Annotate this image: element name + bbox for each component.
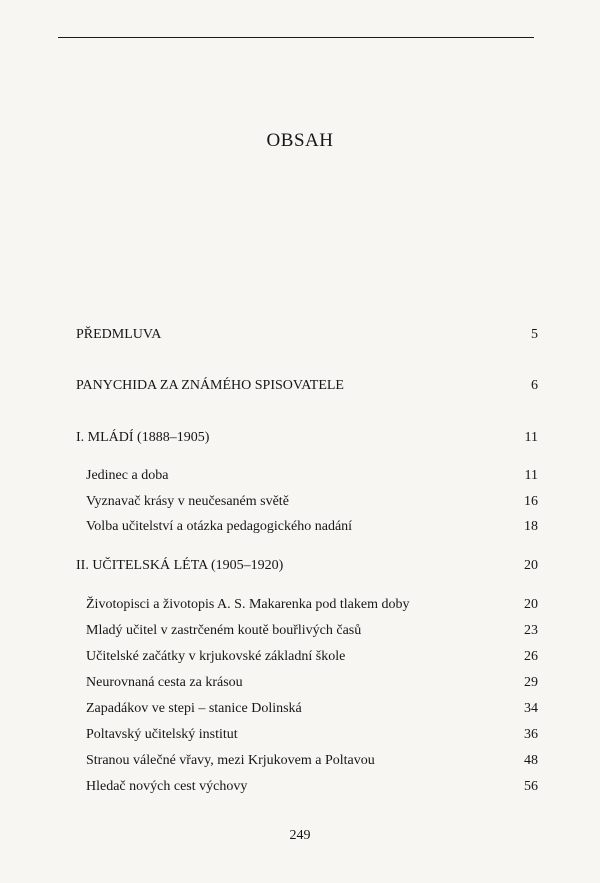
toc-subentry-label: Stranou válečné vřavy, mezi Krjukovem a Poltavou — [86, 753, 375, 768]
toc-section-page: 20 — [524, 558, 538, 573]
toc-entry-label: PANYCHIDA ZA ZNÁMÉHO SPISOVATELE — [76, 378, 344, 393]
toc-subentry-label: Zapadákov ve stepi – stanice Dolinská — [86, 701, 302, 716]
toc-subentry-label: Životopisci a životopis A. S. Makarenka pod tlakem doby — [86, 597, 410, 612]
toc-subentry-page: 29 — [524, 675, 538, 690]
toc-subentry-label: Mladý učitel v zastrčeném koutě bouřlivých časů — [86, 623, 362, 638]
toc-subentry-label: Učitelské začátky v krjukovské základní škole — [86, 649, 346, 664]
toc-subentry-page: 20 — [524, 597, 538, 612]
toc-subentry-page: 34 — [524, 701, 538, 716]
toc-subentry-label: Volba učitelství a otázka pedagogického nadání — [86, 519, 353, 534]
toc-section-label: I. MLÁDÍ (1888–1905) — [76, 430, 210, 445]
toc-subentry-page: 26 — [524, 649, 538, 664]
toc-subentry-page: 48 — [524, 753, 538, 768]
toc-subentry-label: Hledač nových cest výchovy — [86, 779, 248, 794]
toc-subentry-label: Poltavský učitelský institut — [86, 727, 238, 742]
toc-section-label: II. UČITELSKÁ LÉTA (1905–1920) — [76, 558, 284, 573]
toc-subentry-page: 36 — [524, 727, 538, 742]
toc-entry-page: 5 — [531, 327, 538, 342]
toc-section-page: 11 — [524, 430, 538, 445]
toc-subentry-page: 56 — [524, 779, 538, 794]
toc-subentry-page: 18 — [524, 519, 538, 534]
contents-heading: OBSAH — [266, 130, 334, 151]
toc-subentry-page: 11 — [524, 468, 538, 483]
toc-subentry-label: Jedinec a doba — [86, 468, 169, 483]
toc-entry-label: PŘEDMLUVA — [76, 327, 162, 342]
page-number: 249 — [289, 828, 311, 843]
toc-subentry-label: Neurovnaná cesta za krásou — [86, 675, 243, 690]
toc-subentry-label: Vyznavač krásy v neučesaném světě — [86, 494, 289, 509]
top-rule — [58, 37, 534, 38]
toc-subentry-page: 16 — [524, 494, 538, 509]
toc-entry-page: 6 — [531, 378, 538, 393]
toc-subentry-page: 23 — [524, 623, 538, 638]
